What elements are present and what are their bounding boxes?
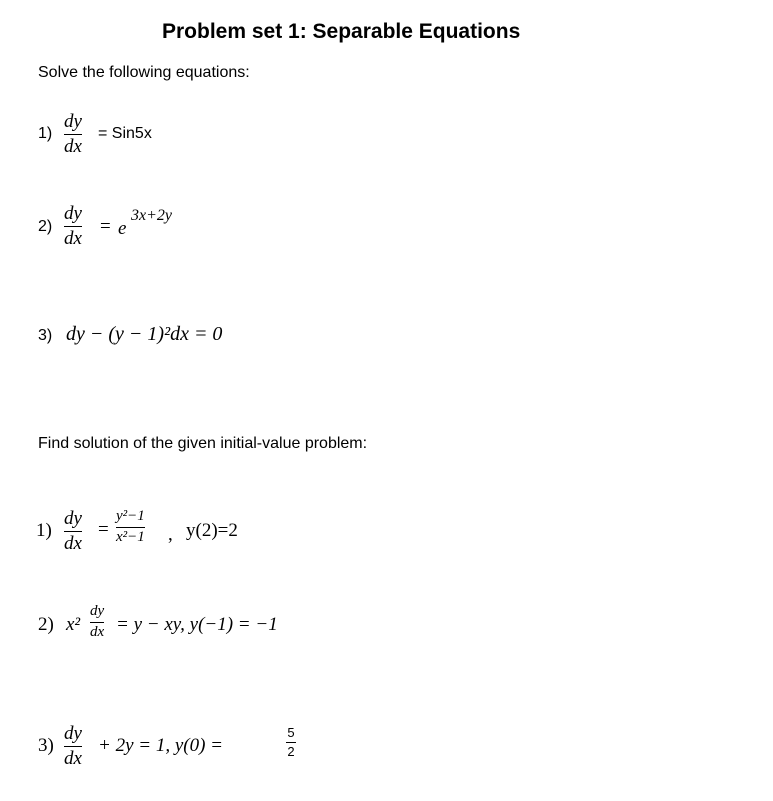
fraction-denominator: dx xyxy=(90,623,105,640)
coefficient: x² xyxy=(66,614,81,635)
fraction-dy-dx xyxy=(64,204,82,249)
fraction-dy-dx xyxy=(90,604,104,641)
fraction-numerator: dy xyxy=(90,603,105,619)
fraction-numerator: dy xyxy=(64,723,82,744)
exponential-base: e xyxy=(118,218,127,239)
fraction-numerator: dy xyxy=(64,508,82,529)
equals-sign: = xyxy=(100,216,111,237)
fraction-dy-dx xyxy=(64,112,82,157)
fraction-rhs xyxy=(116,509,145,546)
problem-number: 2) xyxy=(38,218,53,235)
problem-number: 3) xyxy=(38,735,54,756)
equals-sign: = xyxy=(98,519,109,540)
fraction-denominator: 2 xyxy=(287,743,295,759)
section-heading-solve: Solve the following equations: xyxy=(38,64,250,81)
fraction-dy-dx xyxy=(64,509,82,554)
fraction-dy-dx xyxy=(64,724,82,769)
fraction-numerator: y²−1 xyxy=(116,508,145,524)
fraction-value xyxy=(286,726,296,758)
section-heading-ivp: Find solution of the given initial-value problem: xyxy=(38,435,368,452)
equation-expression: dy − (y − 1)²dx = 0 xyxy=(66,323,223,345)
fraction-denominator: dx xyxy=(64,227,82,249)
problem-number: 3) xyxy=(38,327,53,344)
page-title: Problem set 1: Separable Equations xyxy=(162,20,521,43)
fraction-numerator: 5 xyxy=(287,725,295,740)
fraction-denominator: dx xyxy=(64,135,82,157)
problem-number: 2) xyxy=(38,614,54,635)
problem-number: 1) xyxy=(38,125,53,142)
problem-number: 1) xyxy=(36,520,52,541)
equation-rhs: = Sin5x xyxy=(98,125,152,142)
fraction-numerator: dy xyxy=(64,111,82,132)
fraction-denominator: dx xyxy=(64,747,82,769)
fraction-numerator: dy xyxy=(64,203,82,224)
equation-rhs: = y − xy, y(−1) = −1 xyxy=(116,614,278,635)
fraction-denominator: dx xyxy=(64,532,82,554)
comma: , xyxy=(168,524,173,545)
exponent: 3x+2y xyxy=(131,207,172,224)
equation-rhs: + 2y = 1, y(0) = xyxy=(98,735,223,756)
initial-condition: y(2)=2 xyxy=(186,520,238,541)
fraction-denominator: x²−1 xyxy=(116,528,145,545)
